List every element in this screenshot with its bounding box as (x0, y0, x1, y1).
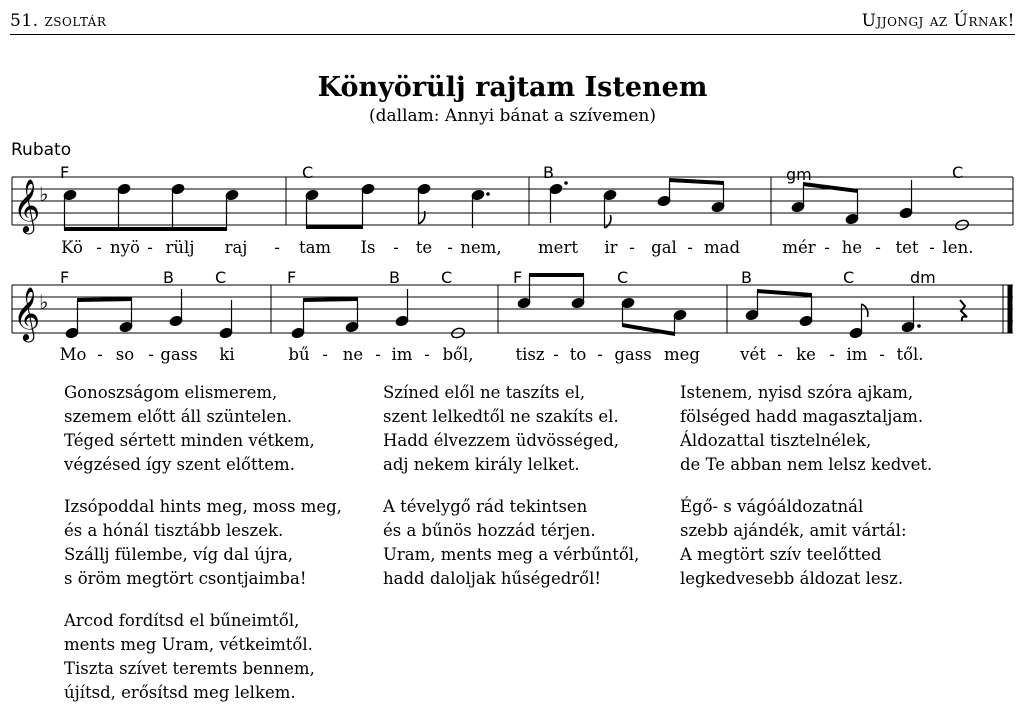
verse-line: Izsópoddal hints meg, moss meg, (64, 497, 342, 516)
lyric-syllable: im (391, 345, 413, 364)
verse-line: de Te abban nem lelsz kedvet. (680, 455, 933, 474)
verse-line: szemem előtt áll szüntelen. (64, 407, 293, 426)
flat-key-signature-icon: ♭ (39, 290, 49, 314)
lyric-hyphen: - (375, 345, 381, 364)
lyric-hyphen: - (875, 238, 881, 257)
stanza (680, 381, 932, 477)
lyric-hyphen: - (879, 345, 885, 364)
verse-line: Arcod fordítsd el bűneimtől, (64, 611, 300, 630)
chord: gm (786, 165, 812, 184)
chords-2 (60, 268, 936, 287)
stanza (383, 381, 639, 477)
lyric-syllable: nyö (110, 238, 140, 257)
lyric-hyphen: - (553, 345, 559, 364)
lyric-hyphen: - (929, 238, 935, 257)
lyric-hyphen: - (97, 345, 103, 364)
verse-line: ments meg Uram, vétkeimtől. (64, 635, 313, 654)
lyric-syllable: mert (538, 238, 578, 257)
lyric-hyphen: - (447, 238, 453, 257)
verse-line: Áldozattal tisztelnélek, (680, 431, 872, 450)
chord: C (215, 268, 227, 287)
psalm-number: 51. zsoltár (10, 11, 107, 31)
verse-line: Szállj fülembe, víg dal újra, (64, 545, 294, 564)
lyric-syllable: tam (298, 238, 332, 257)
tempo-marking: Rubato (11, 140, 72, 160)
verse-line: Gonoszságom elismerem, (64, 383, 278, 402)
verse-column-1 (64, 381, 342, 723)
stanza (64, 381, 342, 477)
verse-line: A megtört szív teelőtted (680, 545, 882, 564)
lyric-syllable: től. (896, 345, 924, 364)
lyric-syllable: so (115, 345, 135, 364)
flat-key-signature-icon: ♭ (39, 182, 49, 206)
lyric-hyphen: - (629, 238, 635, 257)
quarter-rest-icon (960, 300, 967, 321)
verse-line: legkedvesebb áldozat lesz. (680, 569, 904, 588)
verse-line: Színed elől ne taszíts el, (383, 383, 586, 402)
lyric-syllable: tet (895, 238, 919, 257)
chord: B (543, 163, 554, 182)
chord: C (952, 163, 964, 182)
chord: C (441, 268, 453, 287)
verse-line: végzésed így szent előttem. (64, 455, 295, 474)
lyric-hyphen: - (393, 238, 399, 257)
lyric-hyphen: - (322, 345, 328, 364)
verse-line: fölséged hadd magasztaljam. (680, 407, 924, 426)
stanza (680, 495, 932, 591)
chord: C (302, 163, 314, 182)
lyric-syllable: ke (796, 345, 816, 364)
lyric-syllable: gal (651, 238, 677, 257)
treble-clef-icon: 𝄞 (13, 178, 41, 232)
chord: B (163, 268, 174, 287)
lyric-syllable: ir (604, 238, 618, 257)
lyric-syllable: ből, (442, 345, 474, 364)
chords-1 (60, 163, 963, 184)
lyric-hyphen: - (597, 345, 603, 364)
lyric-hyphen: - (687, 238, 693, 257)
chord: dm (910, 268, 936, 287)
lyric-syllable: to (569, 345, 587, 364)
lyrics-1 (61, 238, 973, 257)
chord: C (843, 268, 855, 287)
lyric-syllable: tisz (515, 345, 545, 364)
song-subtitle: (dallam: Annyi bánat a szívemen) (369, 106, 656, 126)
lyrics-2 (60, 345, 924, 364)
lyric-hyphen: - (424, 345, 430, 364)
lyric-syllable: ne (342, 345, 364, 364)
stanza (383, 495, 639, 591)
verse-line: Istenem, nyisd szóra ajkam, (680, 383, 914, 402)
lyric-syllable: meg (664, 345, 700, 364)
chord: F (60, 268, 70, 287)
verse-line: újítsd, erősítsd meg lelkem. (64, 683, 296, 702)
chord: B (741, 268, 752, 287)
verse-line: adj nekem király lelket. (383, 455, 580, 474)
lyric-syllable: Is (360, 238, 376, 257)
verse-line: Tiszta szívet teremts bennem, (64, 659, 315, 678)
verse-line: és a bűnös hozzád térjen. (383, 521, 596, 540)
lyric-syllable: mad (703, 238, 741, 257)
chord: F (513, 268, 523, 287)
lyric-syllable: gass (160, 345, 198, 364)
verse-line: és a hónál tisztább leszek. (64, 521, 284, 540)
lyric-syllable: vét (740, 345, 766, 364)
stanza (64, 495, 342, 591)
lyric-hyphen: - (777, 345, 783, 364)
lyric-hyphen: - (148, 345, 154, 364)
lyric-syllable: mér (782, 238, 816, 257)
lyric-syllable: bű (288, 345, 310, 364)
verse-line: szebb ajándék, amit vártál: (680, 521, 907, 540)
lyric-hyphen: - (96, 238, 102, 257)
lyric-syllable: ki (219, 345, 235, 364)
verse-line: szent lelkedtől ne szakíts el. (383, 407, 619, 426)
verse-line: Hadd élvezzem üdvösséged, (383, 431, 620, 450)
verse-column-3 (680, 381, 932, 609)
lyric-syllable: im (846, 345, 868, 364)
lyric-syllable: nem, (460, 238, 502, 257)
lyric-syllable: Kö (61, 238, 83, 257)
verse-line: Téged sértett minden vétkem, (64, 431, 315, 450)
lyric-syllable: raj (224, 238, 248, 257)
verse-line: hadd daloljak hűségedről! (383, 569, 602, 588)
book-title: Ujjongj az Úrnak! (861, 11, 1015, 31)
lyric-syllable: Mo (59, 345, 87, 364)
lyric-hyphen: - (824, 238, 830, 257)
lyric-syllable: len. (942, 238, 974, 257)
stanza (64, 609, 342, 705)
lyric-syllable: rülj (165, 238, 195, 257)
verse-line: Uram, ments meg a vérbűntől, (383, 545, 640, 564)
lyric-syllable: te (415, 238, 433, 257)
lyric-hyphen: - (147, 238, 153, 257)
staff-2 (12, 285, 1013, 333)
lyric-syllable: gass (614, 345, 652, 364)
lyric-hyphen: - (274, 238, 280, 257)
chord: C (617, 268, 629, 287)
lyric-syllable: he (841, 238, 863, 257)
verse-line: s öröm megtört csontjaimba! (64, 569, 307, 588)
treble-clef-icon: 𝄞 (13, 286, 41, 340)
verse-column-2 (383, 381, 639, 609)
verse-line: Égő- s vágóáldozatnál (680, 497, 864, 516)
staff-1 (12, 177, 1013, 225)
song-title: Könyörülj rajtam Istenem (317, 72, 708, 103)
lyric-hyphen: - (829, 345, 835, 364)
verse-line: A tévelygő rád tekintsen (383, 497, 588, 516)
chord: F (60, 163, 70, 182)
chord: B (389, 268, 400, 287)
notes-1 (63, 178, 971, 231)
chord: F (287, 268, 297, 287)
